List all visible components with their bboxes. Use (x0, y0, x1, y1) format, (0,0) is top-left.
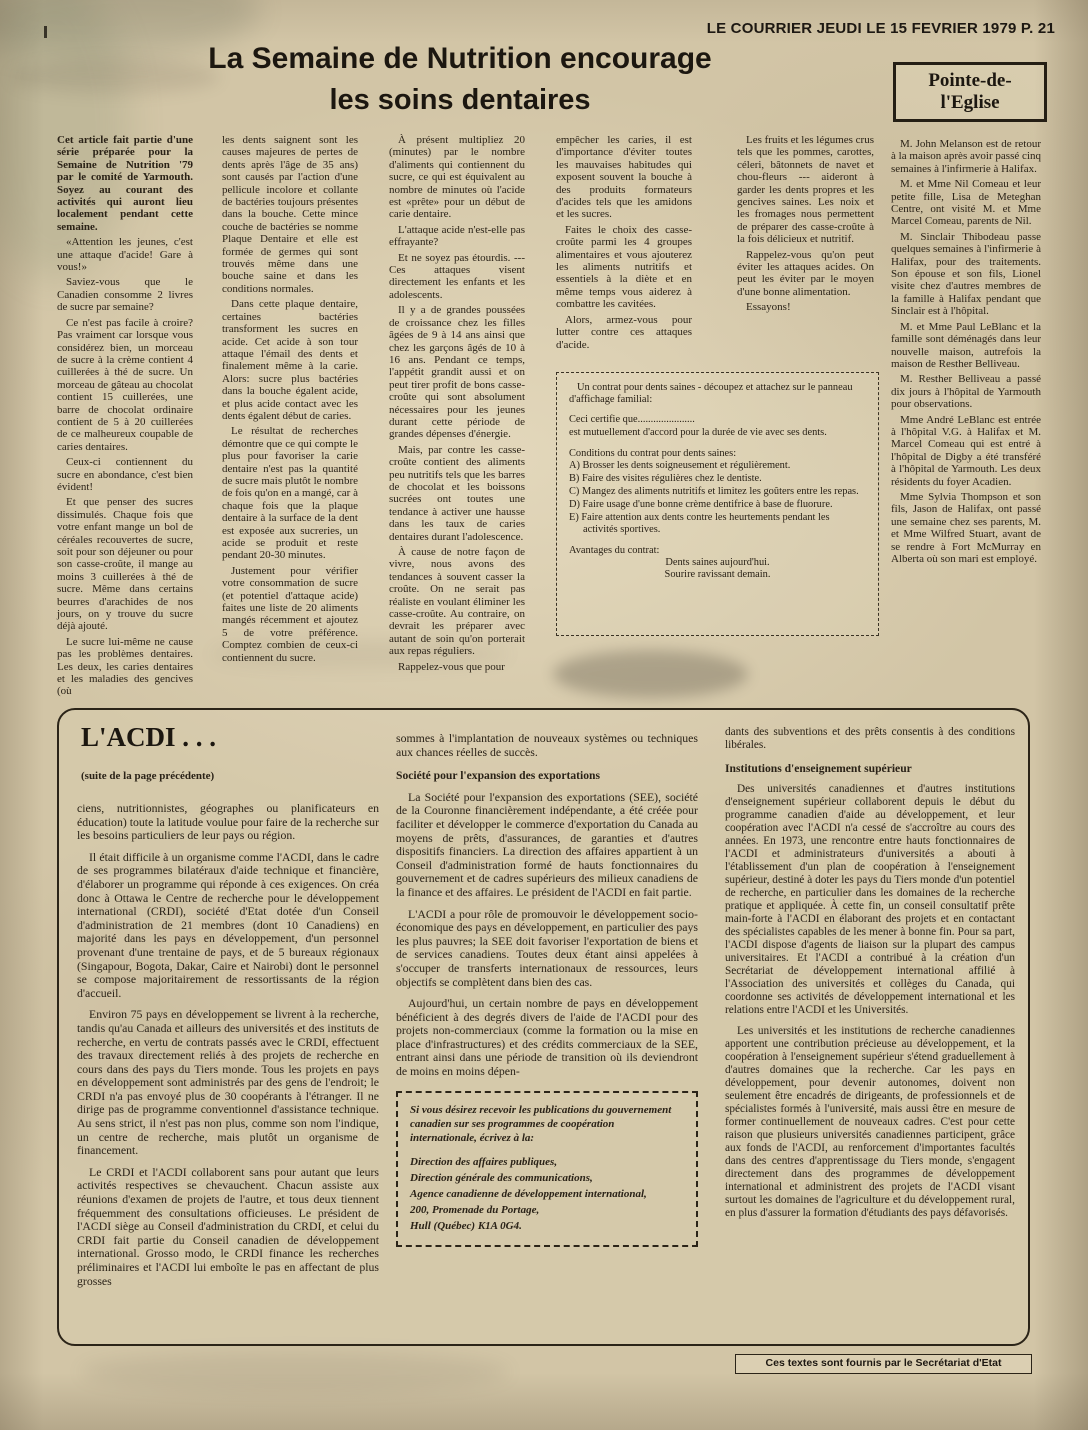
contract-certify-line: est mutuellement d'accord pour la durée de vie avec ses dents. (569, 427, 827, 438)
contract-condition: B) Faire des visites régulières chez le dentiste. (569, 473, 762, 484)
paragraph: ciens, nutritionnistes, géographes ou planificateurs en éducation) toute la latitude voulue pour faire de la recherche sur les besoins particuliers de leur pays ou région. (77, 801, 379, 843)
region-box (893, 62, 1047, 122)
article-lead-paragraph: Cet article fait partie d'une série préparée pour la Semaine de Nutrition '79 par le comité de Yarmouth. Soyez au courant des activités qui auront lieu localement pendant cette semaine. (57, 134, 193, 233)
paragraph: Rappelez-vous qu'on peut éviter les attaques acides. On peut les éviter par le moyen d'une bonne alimentation. (737, 248, 874, 298)
paragraph: Alors, armez-vous pour lutter contre ces attaques d'acide. (556, 313, 692, 351)
address-line: Direction générale des communications, (410, 1171, 593, 1184)
region-box-line-2: l'Eglise (940, 92, 1000, 113)
contract-advantage: Dents saines aujourd'hui. (665, 557, 770, 568)
margin-mark (44, 26, 47, 38)
nutrition-column-5 (737, 134, 874, 317)
address-line: 200, Promenade du Portage, (410, 1203, 540, 1216)
publications-intro: Si vous désirez recevoir les publications du gouvernement canadien sur ses programmes de coopération internationale, écrivez à la: (410, 1103, 672, 1144)
paragraph: Le CRDI et l'ACDI collaborent sans pour autant que leurs activités respectives se chevauchent. Chacun assiste aux réunions d'examen de projets de l'autre, et tous deux tiennent fréquemment des consultations officieuses. Le président de l'ACDI siège au Conseil d'administration du CRDI, et celui du CRDI fait partie du Conseil canadien de développement international. Grosso modo, le CRDI finance les recherches préliminaires et l'ACDI lui emboîte le pas en affectant de plus grosses (77, 1164, 379, 1288)
contract-condition: A) Brosser les dents soigneusement et régulièrement. (569, 460, 791, 471)
nutrition-column-3 (389, 134, 525, 676)
paragraph: Et ne soyez pas étourdis. --- Ces attaques visent directement les enfants et les adolescents. (389, 251, 525, 301)
paragraph: les dents saignent sont les causes majeures de pertes de dents après l'âge de 35 ans) sont causés par l'action d'une pellicule incolore et collante de bactéries toujours présentes dans la bouche. Cette mince couche de bactéries se nomme Plaque Dentaire et elle est formée de germes qui sont trouvés même dans une bouche saine et dans les conditions normales. (222, 134, 358, 295)
acdi-column-1 (77, 802, 379, 1296)
news-item: Mme André LeBlanc est entrée à l'hôpital V.G. à Halifax et M. Marcel Comeau qui est entré à l'hôpital de Digby a été transféré à l'hôpital de Yarmouth. Les deux résidents du foyer Acadien. (891, 413, 1041, 488)
paragraph: Le résultat de recherches démontre que ce qui compte le plus pour favoriser la carie dentaire n'est pas la quantité de sucre mais plutôt le nombre de fois qu'on en a mangé, car à chaque fois que la plaque dentaire à la surface de la dent est exposée aux sucreries, un acide se produit et reste pendant 20-30 minutes. (222, 425, 358, 562)
headline-line-2: les soins dentaires (329, 84, 591, 116)
contract-advantages-list (569, 557, 866, 581)
contract-advantages-title: Avantages du contrat: (569, 545, 660, 556)
news-item: M. et Mme Nil Comeau et leur petite fille, Lisa de Meteghan Centre, ont visité M. et Mme Marcel Comeau, parents de Nil. (891, 178, 1041, 228)
paragraph: Il était difficile à un organisme comme l'ACDI, dans le cadre de ses programmes bilatéraux d'aide technique et financière, d'élaborer un programme qui réponde à ces exigences. On créa donc à Ottawa le Centre de recherche pour le développement international (CRDI), société d'Etat dotée d'un Conseil d'administration de 21 membres (dont 10 Canadiens) en majorité dans les pays en développement, d'un personnel provenant d'une trentaine de pays, et de 5 bureaux régionaux (Singapour, Bogota, Dakar, Caire et Nairobi) dont le personnel se compose majoritairement de ressortissants de la région d'accueil. (77, 849, 379, 1000)
nutrition-column-1 (57, 134, 193, 701)
paragraph: Saviez-vous que le Canadien consomme 2 livres de sucre par semaine? (57, 276, 193, 314)
news-item: M. et Mme Paul LeBlanc et la famille sont déménagés dans leur nouvelle maison, autrefois la maison de Resther Belliveau. (891, 320, 1041, 370)
paragraph: Il y a de grandes poussées de croissance chez les filles âgées de 9 à 14 ans ainsi que chez les garçons âgés de 10 à 16 ans. Pendant ce temps, l'appétit grandit aussi et on peut tirer profit de bons casse-croûte qui sont absolument nécessaires pour les jeunes durant cette période de grandes dépenses d'énergie. (389, 304, 525, 441)
contract-condition: E) Faire attention aux dents contre les heurtements pendant les activités sportives. (569, 512, 830, 535)
paragraph: Des universités canadiennes et d'autres institutions d'enseignement supérieur collaborent depuis le début du programme canadien d'aide au développement, et leur coopération avec l'ACDI n'a cessé de s'accroître au cours des années. En 1973, une rencontre entre hauts fonctionnaires de l'ACDI et administrateurs d'universités a abouti à l'établissement d'un plan de coopération à l'enseignement supérieur, destiné à doter les pays du Tiers monde d'un potentiel de recherche, en particulier dans les domaines de la recherche pratique et appliquée. À cette fin, un conseil consultatif prête main-forte à l'ACDI en élaborant des projets et en contactant des spécialistes capables de les mener à bonne fin. Pour sa part, l'ACDI dispose d'agents de liaison sur la plupart des campus universitaires. Et l'ACDI a contribué à la création d'un Secrétariat de développement international affilié à l'Association des universités et collèges du Canada, qui coordonne ses activités de développement international et les relations entre l'ACDI et les Universités. (725, 783, 1015, 1016)
community-news-column (891, 138, 1041, 568)
address-line: Hull (Québec) K1A 0G4. (410, 1219, 522, 1232)
paragraph: Faites le choix des casse-croûte parmi les 4 groupes alimentaires et vous ajouterez les aliments nutritifs et essentiels à la diète et en même temps vous aiderez à combattre les cavitées. (556, 223, 692, 311)
print-bleed-smudge (553, 650, 748, 698)
paragraph: Et que penser des sucres dissimulés. Chaque fois que votre enfant mange un bol de céréales recouvertes de sucre, soit pour son déjeuner ou pour son casse-croûte, il mange au moins 3 cuillerées à thé de sucre. Même dans certains beurres d'arachides de nos jours, on y trouve du sucre déjà ajouté. (57, 496, 193, 633)
paragraph: Rappelez-vous que pour (398, 660, 505, 673)
paragraph: L'ACDI a pour rôle de promouvoir le développement socio-économique des pays en développement, en particulier des pays les plus pauvres; la SEE doit favoriser l'exportation de biens et de services canadiens. Toutes deux étant ainsi appelées à s'occuper de transferts internationaux de ressources, leurs objectifs se complètent dans bien des cas. (396, 906, 698, 989)
section-heading-exportations: Société pour l'expansion des exportations (396, 769, 600, 783)
page-title (120, 42, 800, 117)
paragraph: L'attaque acide n'est-elle pas effrayante? (389, 223, 525, 249)
paragraph: «Attention les jeunes, c'est une attaque d'acide! Gare à vous!» (57, 236, 193, 274)
paragraph: Justement pour vérifier votre consommation de sucre (et potentiel d'attaque acide) faites une liste de 20 aliments mangés récemment et ajoutez 5 de votre préférence. Comptez combien de ceux-ci contiennent du sucre. (222, 564, 358, 664)
contract-conditions-title: Conditions du contrat pour dents saines: (569, 448, 737, 459)
news-item: Mme Sylvia Thompson et son fils, Jason de Halifax, ont passé une semaine chez ses parents, M. et Mme Wilfred Stuart, avant de se rendre à Fort McMurray en Alberta où son mari est employé. (891, 490, 1041, 565)
headline-line-1: La Semaine de Nutrition encourage (208, 42, 712, 75)
contract-conditions-list (569, 460, 866, 536)
paragraph: dants des subventions et des prêts consentis à des conditions libérales. (725, 726, 1015, 751)
acdi-column-3 (725, 726, 1015, 1228)
region-box-line-1: Pointe-de- (928, 70, 1012, 91)
acdi-subtitle: (suite de la page précédente) (81, 770, 215, 782)
paragraph: Mais, par contre les casse-croûte contient des aliments peu nutritifs tels que les barres de chocolat et les boissons sucrées ont toutes une tendance à activer une hausse dans les taux de caries dentaires durant l'adolescence. (389, 443, 525, 543)
news-item: M. John Melanson est de retour à la maison après avoir passé cinq semaines à l'infirmerie à Halifax. (891, 138, 1041, 175)
paragraph: La Société pour l'expansion des exportations (SEE), société de la Couronne financièrement indépendante, a été créée pour faciliter et développer le commerce d'exportation du Canada au moyens de prêts, d'assurances, de garanties et d'autres dispositifs financiers. La direction des affaires appartient à un Conseil d'administration formé de hauts fonctionnaires du gouvernement et de cadres supérieurs des milieux canadiens de la finance et des affaires. Le président de l'ACDI en fait partie. (396, 789, 698, 899)
contract-condition: C) Mangez des aliments nutritifs et limitez les goûters entre les repas. (569, 486, 859, 497)
dental-contract-coupon (556, 372, 879, 636)
paragraph: sommes à l'implantation de nouveaux systèmes ou techniques aux chances réelles de succès. (396, 731, 698, 759)
acdi-column-2 (396, 732, 698, 1247)
paragraph: Environ 75 pays en développement se livrent à la recherche, tandis qu'au Canada et ailleurs des universités et des instituts de recherche, en vertu de contrats passés avec le CRDI, effectuent des travaux directement reliés à des projets de recherche en cours dans des pays du Tiers monde. Tous les projets en pays en développement sont administrés par des gens de l'endroit; le CRDI n'a pas envoyé plus de 30 coopérants à l'étranger. Il ne dirige pas de programme conventionnel d'assistance technique. Au sens strict, il n'est pas non plus, comme son nom l'indique, un centre de recherche, mais plutôt un organisme de financement. (77, 1007, 379, 1158)
contract-advantage: Sourire ravissant demain. (664, 569, 771, 580)
masthead: LE COURRIER JEUDI LE 15 FEVRIER 1979 P. 21 (706, 20, 1055, 37)
paragraph: Aujourd'hui, un certain nombre de pays en développement bénéficient à des degrés divers de l'aide de l'ACDI pour des projets non-commerciaux (comme la formation ou la mise en place d'infrastructures) et des crédits commerciaux de la SEE, entrant ainsi dans une période de transition où ils deviendront de moins en moins dépen- (396, 996, 698, 1079)
paragraph: Dans cette plaque dentaire, certaines bactéries transforment les sucres en acide. Cet acide à son tour attaque l'émail des dents et finalement même à la carie. Alors: sucre plus bactéries dans la bouche égalent acide, et plus acide contact avec les dents égalent début de caries. (222, 298, 358, 422)
address-line: Agence canadienne de développement international, (410, 1187, 647, 1200)
news-item: M. Sinclair Thibodeau passe quelques semaines à l'infirmerie à Halifax, pour des traitements. Son épouse et son fils, Lionel visite chez d'autres membres de la famille à Halifax pendant que Sinclair est à l'hôpital. (891, 230, 1041, 318)
paragraph: Ce n'est pas facile à croire? Pas vraiment car lorsque vous considérez bien, un morceau de sucre à la crème contient 4 cuillerées à thé de sucre. Un morceau de gâteau au chocolat contient 15 cuillerées, une barre de chocolat ordinaire contient de 5 à 20 cuillerées de ce malheureux coupable de caries dentaires. (57, 316, 193, 453)
paragraph: Les fruits et les légumes crus tels que les pommes, carottes, céleri, bâtonnets de navet et chou-fleurs --- aideront à garder les dents propres et les gencives saines. Les noix et les fromages nous permettent de préparer des casse-croûte à la fois délicieux et nutritif. (737, 134, 874, 246)
paragraph: Les universités et les institutions de recherche canadiennes apportent une contribution précieuse au développement, et la coopération à l'enseignement supérieur s'étend graduellement à d'autres domaines que la recherche. Car les pays en développement, pour devenir autonomes, doivent non seulement être encadrés de dirigeants, de professionnels et de spécialistes formés à l'université, mais aussi être en mesure de former continuellement de nouveaux cadres. C'est pour cette raison que plusieurs universités canadiennes participent, grâce aux fonds de l'ACDI, au renforcement d'importantes facultés dans des centres d'apprentissage du Tiers monde, s'engagent directement dans des programmes de développement international et administrent des projets de l'ACDI visant surtout les domaines de l'agriculture et du développement rural, en plus d'assurer la formation d'étudiants des pays défavorisés. (725, 1025, 1015, 1219)
contract-condition: D) Faire usage d'une bonne crème dentifrice à base de fluorure. (569, 499, 833, 510)
publications-box (396, 1091, 698, 1247)
nutrition-column-4 (556, 134, 692, 354)
section-heading-institutions: Institutions d'enseignement supérieur (725, 762, 912, 775)
footer-credit: Ces textes sont fournis par le Secrétariat d'Etat (735, 1354, 1032, 1374)
news-item: M. Resther Belliveau a passé dix jours à l'hôpital de Yarmouth pour observations. (891, 373, 1041, 411)
address-line: Direction des affaires publiques, (410, 1155, 558, 1168)
paragraph: Ceux-ci contiennent du sucre en abondance, c'est bien évident! (57, 456, 193, 493)
paragraph: Le sucre lui-même ne cause pas les problèmes dentaires. Les deux, les caries dentaires et les maladies des gencives (où (57, 635, 193, 698)
acdi-article-box (57, 708, 1030, 1346)
contract-intro: Un contrat pour dents saines - découpez et attachez sur le panneau d'affichage familial: (569, 382, 853, 405)
nutrition-column-2 (222, 134, 358, 667)
paragraph: empêcher les caries, il est d'importance d'éviter toutes les mauvaises habitudes qui exposent souvent la bouche à des produits formateurs d'acides tels que les amidons et les sucres. (556, 134, 692, 221)
print-bleed-smudge (80, 1352, 510, 1392)
paragraph: À présent multipliez 20 (minutes) par le nombre d'aliments qui contiennent du sucre, ce qui est équivalent au nombre de minutes où l'acide est «prête» pour un début de carie dentaire. (389, 134, 525, 221)
contract-certify-line: Ceci certifie que...................... (569, 414, 695, 425)
paragraph: À cause de notre façon de vivre, nous avons des tendances à souvent casser la croûte. On ne serait pas réaliste en voulant éliminer les casse-croûte. Au contraire, on devrait les préparer avec autant de soin qu'on porterait aux repas réguliers. (389, 546, 525, 658)
paragraph: Essayons! (746, 301, 791, 314)
acdi-column-2-text (396, 791, 698, 1079)
acdi-title: L'ACDI . . . (81, 722, 217, 752)
publications-address (410, 1155, 684, 1233)
acdi-column-3-text (725, 783, 1015, 1220)
